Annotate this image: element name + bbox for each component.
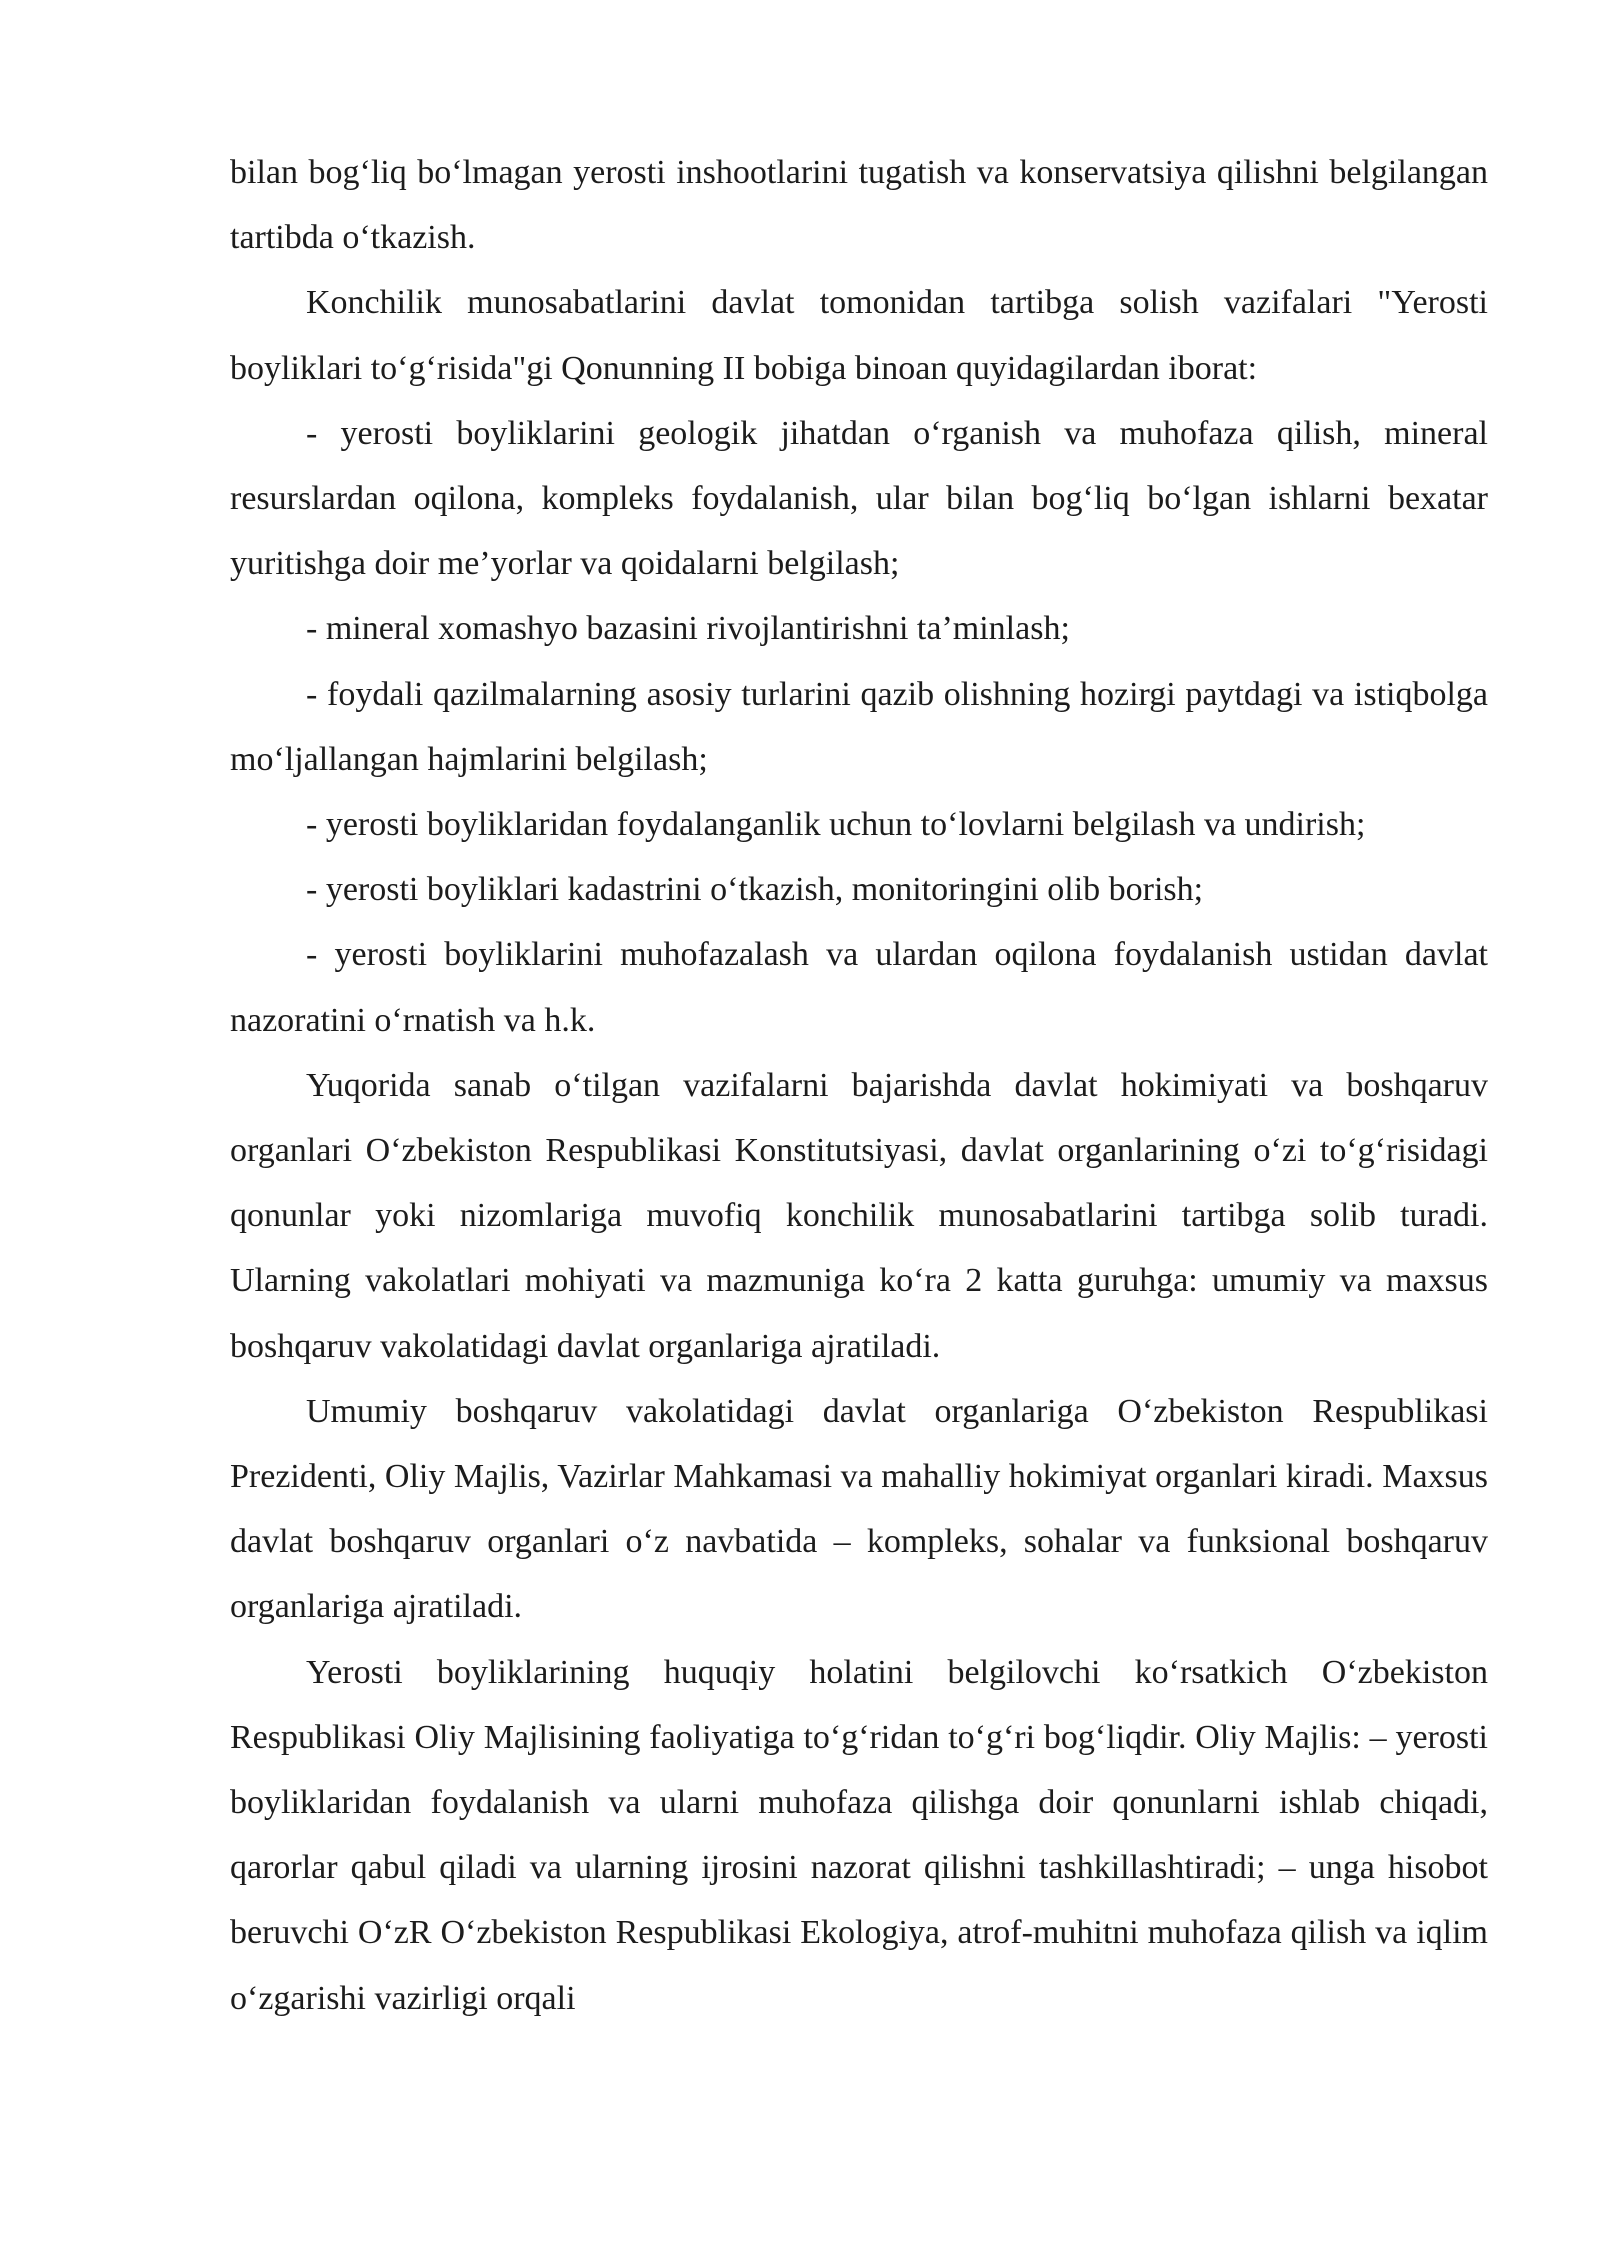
list-item-extraction-volumes: - foydali qazilmalarning asosiy turlarini qazib olishning hozirgi paytdagi va istiqbolga mo‘ljallangan hajmlarini belgilash; xyxy=(230,675,1488,778)
paragraph-regulation-tasks: Konchilik munosabatlarini davlat tomonidan tartibga solish vazifalari "Yerosti boyliklari to‘g‘risida"gi Qonunning II bobiga binoan quyidagilardan iborat: xyxy=(230,284,1488,387)
list-item-payments: - yerosti boyliklaridan foydalanganlik uchun to‘lovlarni belgilash va undirish; xyxy=(306,806,1366,844)
list-item-mineral-base: - mineral xomashyo bazasini rivojlantirishni ta’minlash; xyxy=(306,610,1070,648)
list-item-state-control: - yerosti boyliklarini muhofazalash va ulardan oqilona foydalanish ustidan davlat nazoratini o‘rnatish va h.k. xyxy=(230,936,1488,1039)
document-page xyxy=(230,140,1488,2031)
paragraph-general-management: Umumiy boshqaruv vakolatidagi davlat organlariga O‘zbekiston Respublikasi Prezidenti, Oliy Majlis, Vazirlar Mahkamasi va mahalliy hokimiyat organlari kiradi. Maxsus davlat boshqaruv organlari o‘z navbatida – kompleks, sohalar va funksional boshqaruv organlariga ajratiladi. xyxy=(230,1392,1488,1626)
paragraph-state-bodies: Yuqorida sanab o‘tilgan vazifalarni bajarishda davlat hokimiyati va boshqaruv organlari O‘zbekiston Respublikasi Konstitutsiyasi, davlat organlarining o‘zi to‘g‘risidagi qonunlar yoki nizomlariga muvofiq konchilik munosabatlarini tartibga solib turadi. Ularning vakolatlari mohiyati va mazmuniga ko‘ra 2 katta guruhga: umumiy va maxsus boshqaruv vakolatidagi davlat organlariga ajratiladi. xyxy=(230,1066,1488,1365)
paragraph-continuation: bilan bog‘liq bo‘lmagan yerosti inshootlarini tugatish va konservatsiya qilishni belgilangan tartibda o‘tkazish. xyxy=(230,154,1488,257)
list-item-geological-study: - yerosti boyliklarini geologik jihatdan o‘rganish va muhofaza qilish, mineral resurslardan oqilona, kompleks foydalanish, ular bilan bog‘liq bo‘lgan ishlarni bexatar yuritishga doir me’yorlar va qoidalarni belgilash; xyxy=(230,414,1488,583)
paragraph-oliy-majlis: Yerosti boyliklarining huquqiy holatini belgilovchi ko‘rsatkich O‘zbekiston Respublikasi Oliy Majlisining faoliyatiga to‘g‘ridan to‘g‘ri bog‘liqdir. Oliy Majlis: – yerosti boyliklaridan foydalanish va ularni muhofaza qilishga doir qonunlarni ishlab chiqadi, qarorlar qabul qiladi va ularning ijrosini nazorat qilishni tashkillashtiradi; – unga hisobot beruvchi O‘zR O‘zbekiston Respublikasi Ekologiya, atrof-muhitni muhofaza qilish va iqlim o‘zgarishi vazirligi orqali xyxy=(230,1653,1488,2017)
list-item-cadastre: - yerosti boyliklari kadastrini o‘tkazish, monitoringini olib borish; xyxy=(306,871,1204,909)
